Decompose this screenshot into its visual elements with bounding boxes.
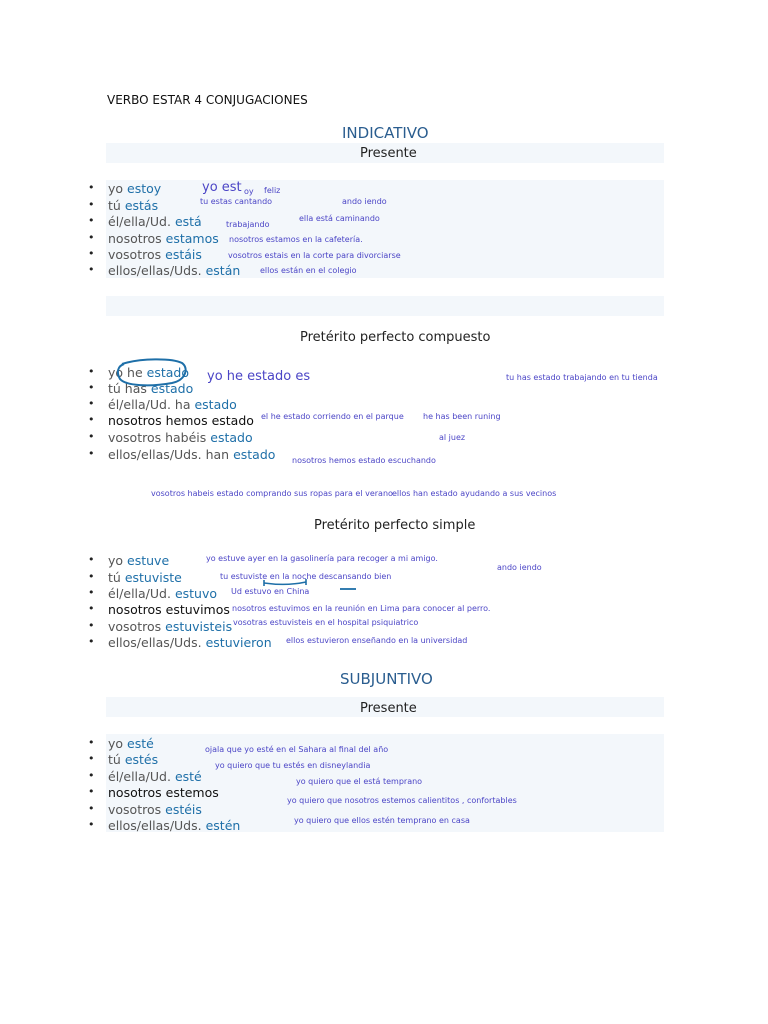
pronoun: vosotros [108,247,162,262]
pronoun: ellos/ellas/Uds. han [108,447,230,462]
bullet-icon: • [88,447,95,460]
bullet-icon: • [88,818,95,831]
bullet-icon: • [88,247,95,260]
bullet-icon: • [88,570,95,583]
bullet-icon: • [88,231,95,244]
pronoun: yo [108,736,124,751]
verb-form: esté [127,736,154,751]
bullet-icon: • [88,263,95,276]
bullet-icon: • [88,602,95,615]
bullet-icon: • [88,619,95,632]
annotation: he has been runing [423,412,501,421]
annotation: oy [244,187,254,196]
pronoun: yo [108,553,124,568]
annotation: Ud estuvo en China [231,587,310,596]
pronoun: él/ella/Ud. ha [108,397,191,412]
pronoun: tú [108,570,121,585]
bullet-icon: • [88,214,95,227]
presente-heading: Presente [360,146,417,161]
annotation: yo est [202,180,242,195]
annotation: ando iendo [342,197,387,206]
annotation: ella está caminando [299,214,380,223]
annotation: nosotros hemos estado escuchando [292,456,436,465]
pronoun: vosotros habéis [108,430,207,445]
pronoun: él/ella/Ud. [108,586,171,601]
annotation: vosotras estuvisteis en el hospital psiquiatrico [233,618,419,627]
annotation: nosotros estamos en la cafetería. [229,235,363,244]
document-title: VERBO ESTAR 4 CONJUGACIONES [107,93,308,107]
pronoun: ellos/ellas/Uds. [108,263,202,278]
annotation: tu has estado trabajando en tu tienda [506,373,658,382]
verb-form: esté [174,769,202,784]
annotation: el he estado corriendo en el parque [261,412,404,421]
verb-form: estuve [127,553,170,568]
pronoun: ellos/ellas/Uds. [108,818,202,833]
bullet-icon: • [88,785,95,798]
verb-form: estén [205,818,241,833]
annotation: yo quiero que el está temprano [296,777,423,786]
annotation: yo he estado es [207,369,311,384]
pronoun: yo he [108,365,143,380]
verb-form: estuviste [124,570,182,585]
bullet-icon: • [88,181,95,194]
verb-form: estado [146,365,189,380]
annotation: trabajando [226,220,270,229]
verb-form: estado [233,447,276,462]
ink-underline [264,579,306,586]
annotation: ojala que yo esté en el Sahara al final del año [205,745,389,754]
pronoun: nosotros [108,602,162,617]
annotation: tu estas cantando [200,197,273,206]
verb-form: estuvimos [165,602,230,617]
bullet-icon: • [88,413,95,426]
pronoun: tú has [108,381,147,396]
verb-form: estado [150,381,194,396]
perfecto-compuesto-heading: Pretérito perfecto compuesto [300,330,491,345]
pronoun: él/ella/Ud. [108,214,171,229]
bullet-icon: • [88,365,95,378]
verb-form: estamos [165,231,219,246]
pronoun: nosotros [108,785,162,800]
pronoun: nosotros hemos [108,413,208,428]
bullet-icon: • [88,553,95,566]
verb-form: estoy [127,181,162,196]
verb-form: estuvo [174,586,218,601]
pronoun: vosotros [108,802,162,817]
pronoun: yo [108,181,124,196]
verb-form: estado [211,413,254,428]
bullet-icon: • [88,430,95,443]
verb-form: estás [124,198,159,213]
pronoun: tú [108,198,121,213]
annotation: ellos están en el colegio [260,266,357,275]
annotation: al juez [439,433,466,442]
annotation: ando iendo [497,563,542,572]
verb-form: estado [194,397,237,412]
verb-form: estéis [165,802,202,817]
annotation: nosotros estuvimos en la reunión en Lima para conocer al perro. [232,604,491,613]
pronoun: ellos/ellas/Uds. [108,635,202,650]
annotation: vosotros estais en la corte para divorciarse [228,251,401,260]
bullet-icon: • [88,635,95,648]
verb-form: estemos [165,785,219,800]
verb-form: están [205,263,241,278]
bullet-icon: • [88,802,95,815]
pronoun: vosotros [108,619,162,634]
annotation: ellos estuvieron enseñando en la universidad [286,636,468,645]
verb-form: estáis [165,247,202,262]
annotation: yo quiero que tu estés en disneylandia [215,761,371,770]
bullet-icon: • [88,752,95,765]
annotation: tu estuviste en la noche descansando bien [220,572,392,581]
pronoun: él/ella/Ud. [108,769,171,784]
annotation: ellos han estado ayudando a sus vecinos [392,489,557,498]
subjuntivo-heading: SUBJUNTIVO [340,670,433,688]
pronoun: nosotros [108,231,162,246]
perfecto-simple-heading: Pretérito perfecto simple [314,518,476,533]
bullet-icon: • [88,736,95,749]
verb-form: está [174,214,202,229]
bullet-icon: • [88,769,95,782]
bullet-icon: • [88,381,95,394]
annotation: feliz [264,186,281,195]
annotation: yo estuve ayer en la gasolinería para recoger a mi amigo. [206,554,438,563]
sub-presente-heading: Presente [360,701,417,716]
ink-circle [118,359,186,385]
bullet-icon: • [88,397,95,410]
verb-form: estés [124,752,159,767]
bullet-icon: • [88,586,95,599]
indicativo-heading: INDICATIVO [342,124,429,142]
bullet-icon: • [88,198,95,211]
verb-form: estuvisteis [165,619,233,634]
annotation: yo quiero que nosotros estemos calientitos , confortables [287,796,517,805]
annotation: yo quiero que ellos estén temprano en casa [294,816,470,825]
pronoun: tú [108,752,121,767]
verb-form: estado [210,430,253,445]
verb-form: estuvieron [205,635,272,650]
annotation: vosotros habeis estado comprando sus ropas para el verano [151,489,393,498]
